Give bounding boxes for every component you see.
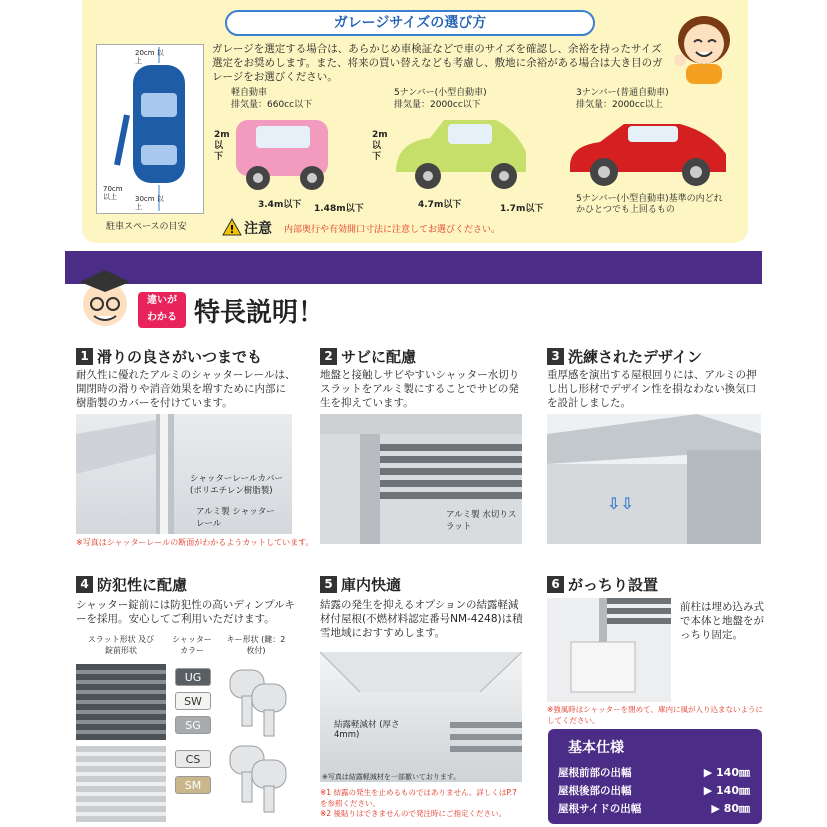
feature4-col1: スラット形状 及び錠前形状	[87, 635, 155, 655]
roof-interior-photo	[320, 652, 522, 782]
feature4-heading	[76, 574, 187, 595]
feature5-note0: ※写真は結露軽減材を一部撤いております。	[322, 773, 461, 781]
feature4-desc: シャッター錠前には防犯性の高いディンプルキーを採用。安心してご利用いただけます。	[76, 599, 296, 625]
car2-width: 1.7m以下	[500, 204, 544, 214]
sedan-car-illustration	[564, 110, 734, 194]
feature1-title: 滑りの良さがいつまでも	[97, 348, 263, 366]
feature3-number: 3	[547, 348, 564, 365]
garage-intro: ガレージを選定する場合は、あらかじめ車検証などで車のサイズを確認し、余裕を持ったサイズ選定をお奨めします。また、将来の買い替えなども考慮し、敷地に余裕がある場合は大き目のガレージをお選びください。	[212, 43, 663, 83]
compact-car-illustration	[388, 112, 538, 196]
feature3-title: 洗練されたデザイン	[568, 348, 702, 366]
car3-remark: 5ナンバー(小型自動車)基準の内どれかひとつでも上回るもの	[576, 194, 723, 215]
feature5-photo	[320, 652, 522, 782]
dimple-key-icon	[222, 664, 292, 814]
feature5-label: 結露軽減材 (厚さ4mm)	[334, 720, 400, 740]
feature2-number: 2	[320, 348, 337, 365]
slat-dark-photo	[76, 664, 166, 740]
feature5-note2: ※2 後貼りはできませんので発注時にご指定ください。	[320, 809, 506, 818]
color-swatch-cs: CS	[175, 750, 211, 768]
svg-text:⇩⇩: ⇩⇩	[607, 494, 634, 513]
feature3-heading	[547, 346, 702, 367]
car2-length: 4.7m以下	[418, 200, 462, 210]
feature4-col3: キー形状 (鍵：2枚付)	[226, 635, 286, 655]
feature-tag-line2: わかる	[147, 312, 177, 323]
color-swatch-sw: SW	[175, 692, 211, 710]
feature6-heading	[547, 574, 658, 595]
feature5-note1: ※1 結露の発生を止めるものではありません。詳しくはP.7を参照ください。	[320, 788, 517, 808]
spec-row-rear-label: 屋根後部の出幅	[558, 785, 632, 797]
feature4-number: 4	[76, 576, 93, 593]
color-swatch-ug: UG	[175, 668, 211, 686]
spec-row-front-value: ▶ 140㎜	[703, 766, 750, 779]
car1-spec: 排気量：660cc以下	[231, 100, 313, 110]
spec-row-front-label: 屋根前部の出幅	[558, 767, 632, 779]
clearance-top: 20cm 以上	[135, 49, 164, 65]
feature2-label: アルミ製 水切りスラット	[446, 510, 517, 532]
car3-name: 3ナンバー(普通自動車)	[576, 88, 669, 98]
color-swatch-sg: SG	[175, 716, 211, 734]
car2-name: 5ナンバー(小型自動車)	[394, 88, 487, 98]
slat-light-photo	[76, 746, 166, 822]
spec-row-rear-number: 140㎜	[716, 784, 750, 797]
car1-width: 1.48m以下	[314, 204, 364, 214]
car1-height: 2m以下	[214, 130, 230, 162]
feature1-heading	[76, 346, 262, 367]
feature6-number: 6	[547, 576, 564, 593]
color-swatch-sm: SM	[175, 776, 211, 794]
feature1-label-rail: アルミ製 シャッターレール	[196, 507, 275, 529]
feature6-title: がっちり設置	[568, 576, 659, 594]
presenter-illustration	[668, 10, 740, 84]
feature1-label-cover: シャッターレールカバー (ポリエチレン樹脂製)	[190, 474, 283, 496]
car2-spec: 排気量：2000cc以下	[394, 100, 481, 110]
spec-row-side-number: 80㎜	[723, 802, 750, 815]
warning-icon	[222, 218, 242, 236]
feature3-photo	[547, 414, 761, 544]
roof-vent-photo	[547, 414, 761, 544]
feature5-heading	[320, 574, 401, 595]
spec-row-rear-value: ▶ 140㎜	[703, 784, 750, 797]
feature5-desc: 結露の発生を抑えるオプションの結露軽減材付屋根(不燃材料認定番号NM-4248)は積雪地域におすすめします。	[320, 599, 523, 639]
feature6-desc: 前柱は埋め込み式で本体と地盤をがっちり固定。	[680, 601, 764, 641]
car3-spec: 排気量：2000cc以上	[576, 100, 663, 110]
feature1-note: ※写真はシャッターレールの断面がわかるようカットしています。	[76, 538, 314, 547]
parking-caption: 駐車スペースの目安	[106, 222, 187, 232]
car1-name: 軽自動車	[231, 88, 268, 98]
svg-text:!: !	[229, 223, 235, 236]
parking-space-diagram	[96, 44, 204, 214]
spec-row-side-label: 屋根サイドの出幅	[558, 803, 642, 815]
feature-title: 特長説明！	[194, 298, 325, 328]
feature5-number: 5	[320, 576, 337, 593]
feature2-title: サビに配慮	[341, 348, 417, 366]
kei-car-illustration	[228, 112, 348, 196]
car2-height: 2m以下	[372, 130, 388, 162]
spec-row-front-number: 140㎜	[716, 766, 750, 779]
feature-tag-line1: 違いが	[147, 295, 177, 306]
feature4-title: 防犯性に配慮	[97, 576, 188, 594]
feature2-heading	[320, 346, 416, 367]
spec-title: 基本仕様	[568, 740, 624, 756]
basic-spec-box	[548, 729, 762, 824]
feature6-note: ※強風時はシャッターを閉めて、庫内に風が入り込まないようにしてください。	[547, 705, 763, 725]
professor-illustration	[72, 266, 138, 332]
feature2-desc: 地盤と接触しサビやすいシャッター水切りスラットをアルミ製にすることでサビの発生を抑えています。	[320, 369, 520, 409]
feature6-photo	[547, 598, 671, 702]
feature4-col2: シャッター カラー	[172, 635, 212, 655]
post-foundation-photo	[547, 598, 671, 702]
caution-text: 内部奥行や有効開口寸法に注意してお選びください。	[284, 225, 501, 235]
clearance-side: 70cm 以上	[103, 185, 123, 201]
feature3-desc: 重厚感を演出する屋根回りには、アルミの押し出し形材でデザイン性を損なわない換気口を設計しました。	[547, 369, 757, 409]
feature-tag	[138, 292, 186, 328]
caution-label: 注意	[244, 221, 272, 237]
car1-length: 3.4m以下	[258, 200, 302, 210]
feature5-title: 庫内快適	[341, 576, 402, 594]
spec-row-side-value: ▶ 80㎜	[711, 802, 750, 815]
feature1-number: 1	[76, 348, 93, 365]
garage-title: ガレージサイズの選び方	[225, 10, 595, 36]
feature1-desc: 耐久性に優れたアルミのシャッターレールは、開閉時の滑りや消音効果を増すために内部に樹脂製のカバーを付けています。	[76, 369, 296, 409]
clearance-bottom: 30cm 以上	[135, 195, 164, 211]
